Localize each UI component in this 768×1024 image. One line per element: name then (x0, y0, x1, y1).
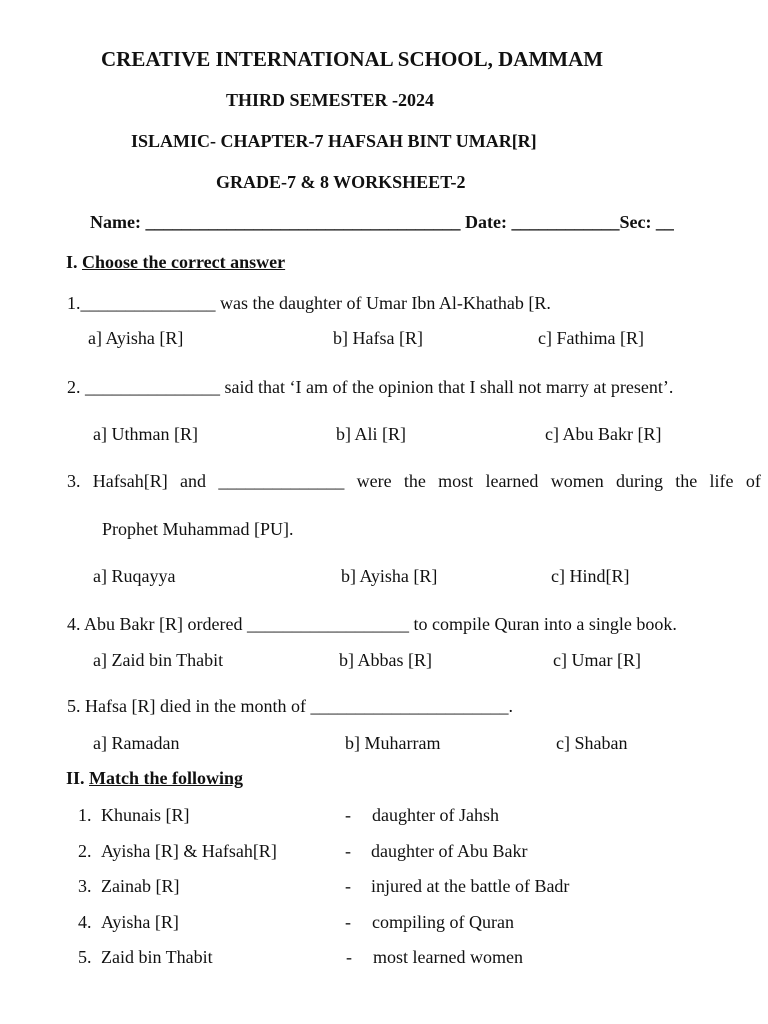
q2-option-a: a] Uthman [R] (93, 424, 198, 444)
section-2-heading (66, 768, 243, 789)
q1-option-b: b] Hafsa [R] (333, 328, 423, 348)
q1-option-c: c] Fathima [R] (538, 328, 644, 348)
match-item-1-number: 1. (78, 805, 92, 825)
q1-option-a: a] Ayisha [R] (88, 328, 184, 348)
school-name: CREATIVE INTERNATIONAL SCHOOL, DAMMAM (101, 47, 604, 71)
match-item-5-dash: - (346, 947, 352, 967)
question-4: 4. Abu Bakr [R] ordered __________________ to compile Quran into a single book. (67, 614, 677, 634)
match-item-5-number: 5. (78, 947, 92, 967)
q5-option-b: b] Muharram (345, 733, 441, 753)
chapter-title: ISLAMIC- CHAPTER-7 HAFSAH BINT UMAR[R] (131, 131, 537, 151)
section-1-number: I. (66, 252, 78, 272)
q3-option-a: a] Ruqayya (93, 566, 176, 586)
question-2: 2. _______________ said that ‘I am of the opinion that I shall not marry at present’. (67, 377, 674, 397)
q3-word: were (356, 471, 392, 491)
match-item-2-right: daughter of Abu Bakr (371, 841, 528, 861)
worksheet-title: GRADE-7 & 8 WORKSHEET-2 (216, 172, 466, 192)
section-1-title: Choose the correct answer (82, 252, 286, 272)
q3-word: and (180, 471, 207, 491)
match-item-3-right: injured at the battle of Badr (371, 876, 570, 896)
q3-word: women (550, 471, 604, 491)
q3-word: 3. (67, 471, 81, 491)
question-3 (67, 471, 761, 492)
q3-blank: ______________ (218, 471, 345, 491)
section-2-title: Match the following (89, 768, 243, 788)
match-item-4-number: 4. (78, 912, 92, 932)
match-item-2-number: 2. (78, 841, 92, 861)
match-item-1-left: Khunais [R] (101, 805, 190, 825)
section-2-number: II. (66, 768, 85, 788)
q3-word: of (745, 471, 761, 491)
match-item-1-dash: - (345, 805, 351, 825)
q2-option-b: b] Ali [R] (336, 424, 406, 444)
match-item-4-right: compiling of Quran (372, 912, 514, 932)
match-item-4-dash: - (345, 912, 351, 932)
section-1-heading (66, 252, 285, 273)
student-info-line: Name: ___________________________________ Date: ____________Sec: __ (90, 212, 674, 232)
match-item-3-left: Zainab [R] (101, 876, 180, 896)
q3-word: most (438, 471, 474, 491)
q3-word: the (675, 471, 698, 491)
q5-option-c: c] Shaban (556, 733, 628, 753)
q3-word: life (709, 471, 734, 491)
q3-word: the (403, 471, 426, 491)
match-item-4-left: Ayisha [R] (101, 912, 179, 932)
q4-option-b: b] Abbas [R] (339, 650, 432, 670)
semester-title: THIRD SEMESTER -2024 (226, 90, 435, 110)
match-item-1-right: daughter of Jahsh (372, 805, 499, 825)
question-5: 5. Hafsa [R] died in the month of ______________________. (67, 696, 513, 716)
q4-option-c: c] Umar [R] (553, 650, 641, 670)
q3-option-b: b] Ayisha [R] (341, 566, 438, 586)
match-item-5-right: most learned women (373, 947, 523, 967)
q5-option-a: a] Ramadan (93, 733, 180, 753)
match-item-2-left: Ayisha [R] & Hafsah[R] (101, 841, 277, 861)
q3-word: learned (485, 471, 539, 491)
question-3-continuation: Prophet Muhammad [PU]. (102, 519, 294, 539)
question-1: 1._______________ was the daughter of Umar Ibn Al-Khathab [R. (67, 293, 551, 313)
match-item-3-number: 3. (78, 876, 92, 896)
q4-option-a: a] Zaid bin Thabit (93, 650, 224, 670)
match-item-2-dash: - (345, 841, 351, 861)
q3-option-c: c] Hind[R] (551, 566, 630, 586)
q3-word: Hafsah[R] (92, 471, 168, 491)
q3-word: during (615, 471, 663, 491)
q2-option-c: c] Abu Bakr [R] (545, 424, 662, 444)
match-item-3-dash: - (345, 876, 351, 896)
match-item-5-left: Zaid bin Thabit (101, 947, 213, 967)
